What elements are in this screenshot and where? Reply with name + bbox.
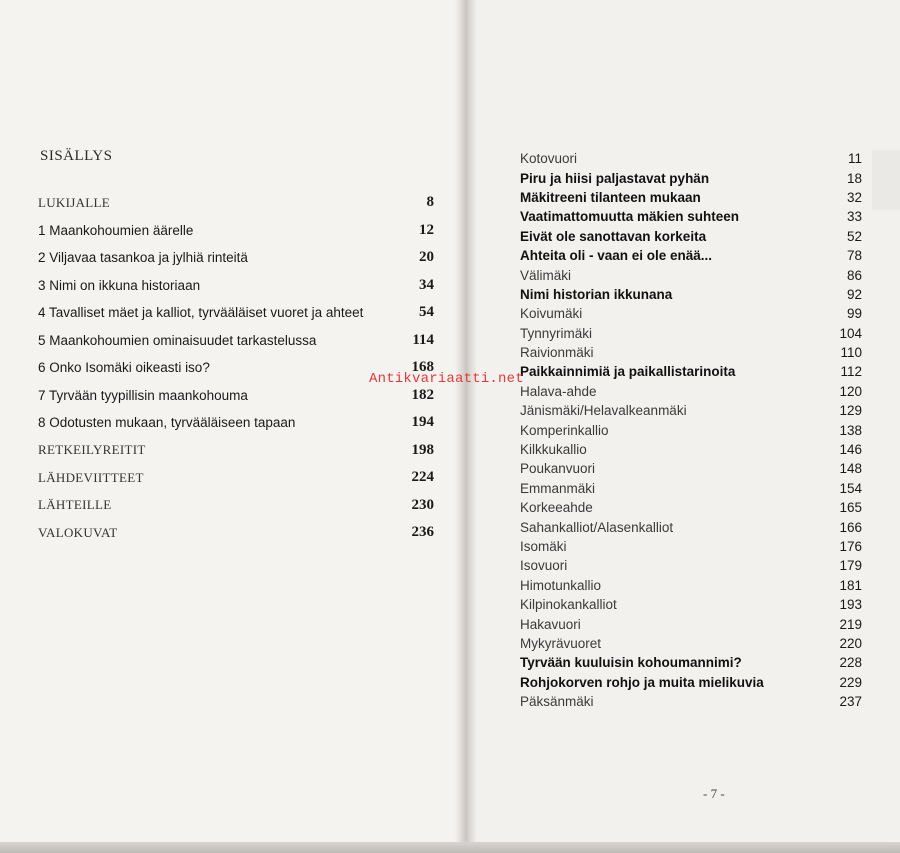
toc-entry-page: 182	[411, 386, 434, 403]
toc-entry-title: Kilkkukallio	[520, 442, 587, 458]
opposite-page-bleed	[872, 150, 900, 210]
toc-entry	[38, 217, 434, 245]
toc-entry-page: 120	[839, 383, 862, 399]
toc-entry-title: 2 Viljavaa tasankoa ja jylhiä rinteitä	[38, 250, 248, 266]
book-gutter	[455, 0, 477, 845]
toc-entry-page: 110	[840, 345, 862, 361]
toc-entry-title: Eivät ole sanottavan korkeita	[520, 228, 707, 244]
toc-entry-page: 18	[846, 170, 862, 186]
page-bottom-edge	[0, 842, 900, 853]
toc-entry-title: Koivumäki	[520, 306, 583, 322]
toc-entry	[520, 304, 862, 323]
toc-entry	[520, 382, 862, 401]
toc-entry-page: 12	[419, 221, 434, 238]
toc-entry-title: Välimäki	[520, 267, 572, 283]
toc-entry-title: Rohjokorven rohjo ja muita mielikuvia	[520, 674, 764, 690]
toc-entry-page: 114	[412, 331, 434, 348]
toc-entry-page: 33	[846, 209, 862, 225]
toc-entry	[520, 556, 862, 575]
toc-entry-title: 5 Maankohoumien ominaisuudet tarkastelussa	[38, 332, 317, 348]
toc-entry-page: 78	[846, 248, 862, 264]
toc-entry	[520, 324, 862, 343]
toc-entry	[520, 227, 862, 246]
toc-entry-page: 236	[411, 524, 434, 541]
toc-entry-page: 194	[411, 414, 434, 431]
toc-entry-title: Tynnyrimäki	[520, 325, 593, 341]
toc-entry-page: 104	[839, 325, 862, 341]
toc-entry-title: Komperinkallio	[520, 422, 609, 438]
toc-entry	[520, 188, 862, 207]
toc-entry	[520, 265, 862, 284]
toc-entry	[520, 673, 862, 692]
toc-entry-title: LÄHDEVIITTEET	[38, 469, 144, 485]
toc-entry	[520, 576, 862, 595]
toc-entry	[520, 517, 862, 536]
toc-entry-title: Vaatimattomuutta mäkien suhteen	[520, 209, 740, 225]
page-number: - 7 -	[703, 786, 725, 801]
toc-entry	[520, 653, 862, 672]
toc-entry	[38, 272, 434, 300]
toc-entry-page: 181	[839, 577, 862, 593]
toc-entry-page: 168	[411, 359, 434, 376]
toc-entry-title: 3 Nimi on ikkuna historiaan	[38, 277, 201, 293]
toc-entry-page: 220	[839, 635, 862, 651]
toc-entry	[520, 537, 862, 556]
toc-entry	[38, 519, 434, 547]
toc-entry	[520, 401, 862, 420]
toc-entry-page: 112	[840, 364, 862, 380]
toc-entry-page: 86	[846, 267, 862, 283]
toc-heading: SISÄLLYS	[40, 148, 113, 164]
toc-entry	[38, 299, 434, 327]
toc-entry	[38, 464, 434, 492]
toc-entry-page: 224	[411, 469, 434, 486]
toc-entry	[520, 498, 862, 517]
toc-entry-title: Isomäki	[520, 539, 567, 554]
toc-entry	[38, 189, 434, 217]
toc-entry-title: Päksänmäki	[520, 694, 594, 710]
toc-entry-page: 148	[839, 461, 862, 477]
toc-entry-title: Tyrvään kuuluisin kohoumannimi?	[520, 655, 742, 671]
toc-entry-page: 11	[847, 151, 862, 167]
toc-entry-page: 52	[846, 228, 862, 244]
toc-entry-title: Himotunkallio	[520, 577, 602, 593]
toc-entry-page: 146	[839, 442, 862, 458]
toc-entry	[520, 440, 862, 459]
toc-entry-page: 230	[411, 496, 434, 513]
toc-entry-title: Halava-ahde	[520, 383, 597, 399]
toc-entry-page: 193	[839, 597, 862, 613]
toc-entry-title: Ahteita oli - vaan ei ole enää...	[520, 248, 713, 264]
toc-entry-title: Mykyrävuoret	[520, 635, 602, 651]
toc-entry-title: Jänismäki/Helavalkeanmäki	[520, 403, 687, 419]
toc-entry-page: 179	[839, 558, 862, 574]
toc-entry-page: 198	[411, 441, 434, 458]
toc-entry-title: Poukanvuori	[520, 461, 596, 477]
toc-entry-page: 228	[839, 655, 862, 671]
toc-entry	[520, 168, 862, 187]
toc-entry	[520, 149, 862, 168]
toc-entry-title: 6 Onko Isomäki oikeasti iso?	[38, 360, 210, 376]
toc-entry-page: 138	[839, 422, 862, 438]
toc-entry-page: 229	[839, 674, 862, 690]
toc-entry-page: 54	[419, 304, 434, 321]
toc-entry	[520, 479, 862, 498]
toc-entry-title: Piru ja hiisi paljastavat pyhän	[520, 170, 710, 186]
left-toc-list	[38, 189, 434, 547]
toc-entry	[520, 595, 862, 614]
toc-entry-title: Isovuori	[520, 558, 568, 574]
toc-entry-page: 219	[839, 616, 862, 632]
toc-entry	[520, 459, 862, 478]
toc-entry-page: 237	[839, 694, 862, 710]
toc-entry-page: 92	[846, 286, 862, 302]
toc-entry-page: 20	[419, 249, 434, 266]
toc-entry	[38, 409, 434, 437]
toc-entry-page: 32	[846, 189, 862, 205]
toc-entry-page: 99	[846, 306, 862, 322]
toc-entry	[520, 420, 862, 439]
toc-entry-title: Kotovuori	[520, 151, 578, 167]
toc-entry-title: Hakavuori	[520, 616, 581, 632]
toc-entry-title: Sahankalliot/Alasenkalliot	[520, 519, 674, 535]
toc-entry	[520, 692, 862, 711]
toc-entry	[520, 343, 862, 362]
toc-entry	[38, 244, 434, 272]
toc-entry	[520, 614, 862, 633]
toc-entry-page: 8	[426, 194, 434, 211]
toc-entry	[520, 285, 862, 304]
toc-entry-title: 4 Tavalliset mäet ja kalliot, tyrvääläiset vuoret ja ahteet	[38, 305, 364, 321]
toc-entry	[520, 362, 862, 381]
toc-entry-title: 8 Odotusten mukaan, tyrvääläiseen tapaan	[38, 415, 296, 431]
toc-entry-title: Mäkitreeni tilanteen mukaan	[520, 189, 701, 205]
toc-entry-title: Emmanmäki	[520, 480, 596, 496]
toc-entry-page: 166	[839, 519, 862, 535]
toc-entry	[520, 207, 862, 226]
toc-entry-page: 165	[839, 500, 862, 516]
toc-entry	[520, 634, 862, 653]
toc-entry-title: 1 Maankohoumien äärelle	[38, 222, 194, 238]
toc-entry-title: Nimi historian ikkunana	[520, 286, 673, 302]
toc-entry-title: Korkeeahde	[520, 500, 593, 516]
toc-entry-title: Kilpinokankalliot	[520, 597, 617, 613]
toc-entry-page: 34	[419, 276, 434, 293]
toc-entry-page: 154	[839, 480, 862, 496]
toc-entry	[38, 437, 434, 465]
toc-entry	[38, 492, 434, 520]
toc-entry-title: Raivionmäki	[520, 345, 594, 361]
toc-entry	[38, 327, 434, 355]
toc-entry-title: 7 Tyrvään tyypillisin maankohouma	[38, 387, 248, 403]
toc-entry-title: Paikkainnimiä ja paikallistarinoita	[520, 364, 736, 380]
watermark: Antikvariaatti.net	[369, 371, 524, 387]
toc-entry-title: RETKEILYREITIT	[38, 442, 146, 458]
toc-entry	[520, 246, 862, 265]
toc-entry-title: VALOKUVAT	[38, 524, 118, 540]
toc-entry-title: LÄHTEILLE	[38, 497, 112, 513]
toc-entry-page: 176	[839, 539, 862, 554]
toc-entry-title: LUKIJALLE	[38, 194, 111, 210]
toc-entry-page: 129	[839, 403, 862, 419]
right-toc-list	[520, 149, 862, 711]
